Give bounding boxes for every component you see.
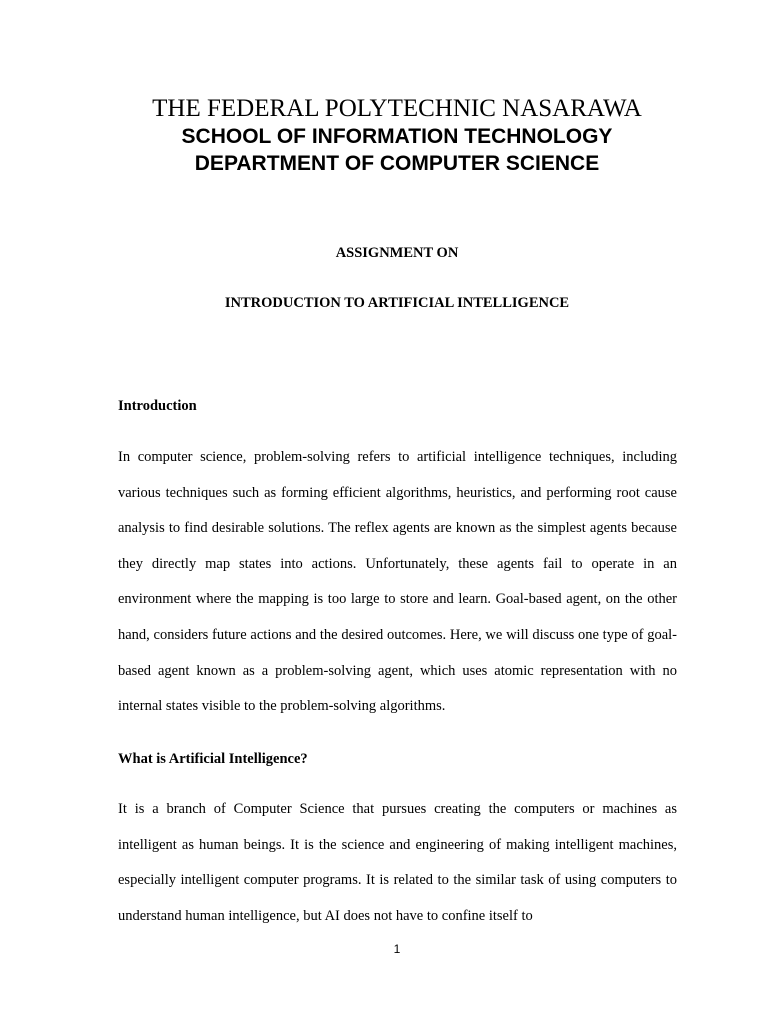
introduction-heading: Introduction [118,398,197,414]
what-is-ai-heading: What is Artificial Intelligence? [118,751,308,767]
page-number: 1 [393,942,401,956]
introduction-paragraph: In computer science, problem-solving refers to artificial intelligence techniques, including various techniques such as forming efficient algorithms, heuristics, and performing root cause analysis to find desirable solutions. The reflex agents are known as the simplest agents because they directly map states into actions. Unfortunately, these agents fail to operate in an environment where the mapping is too large to store and learn. Goal-based agent, on the other hand, considers future actions and the desired outcomes. Here, we will discuss one type of goal-based agent known as a problem-solving agent, which uses atomic representation with no internal states visible to the problem-solving algorithms. [118,449,677,715]
institution-title: THE FEDERAL POLYTECHNIC NASARAWA [152,95,642,122]
assignment-topic: INTRODUCTION TO ARTIFICIAL INTELLIGENCE [224,295,570,311]
department-title: DEPARTMENT OF COMPUTER SCIENCE [194,152,600,175]
what-is-ai-paragraph: It is a branch of Computer Science that pursues creating the computers or machines as intelligent as human beings. It is the science and engineering of making intelligent machines, especially intelligent computer programs. It is related to the similar task of using computers to understand human intelligence, but AI does not have to confine itself to [118,801,677,924]
assignment-label: ASSIGNMENT ON [335,245,459,261]
school-title: SCHOOL OF INFORMATION TECHNOLOGY [181,125,613,148]
